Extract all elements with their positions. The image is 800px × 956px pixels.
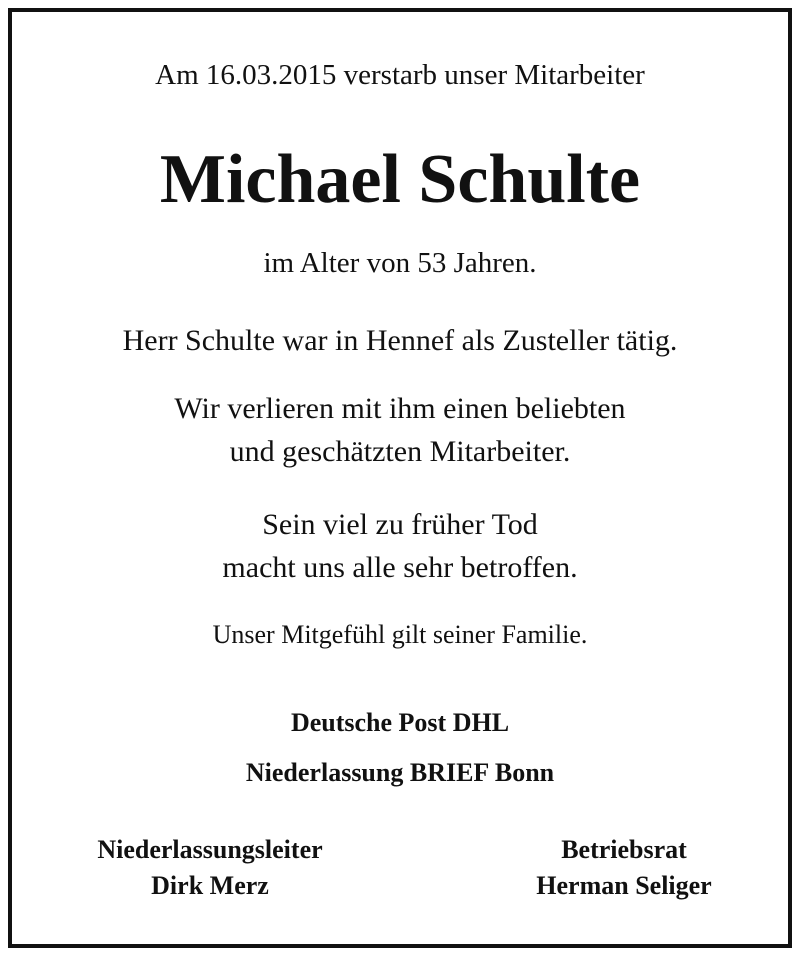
- obituary-frame: [8, 8, 792, 948]
- signature-right-name: Herman Seliger: [536, 871, 712, 900]
- signature-right-role: Betriebsrat: [561, 835, 687, 864]
- age-text: im Alter von 53 Jahren.: [263, 247, 537, 279]
- intro-text: Am 16.03.2015 verstarb unser Mitarbeiter: [155, 59, 645, 91]
- signature-left-role: Niederlassungsleiter: [97, 835, 323, 864]
- branch-name: Niederlassung BRIEF Bonn: [245, 758, 555, 787]
- death-text-line-1: Sein viel zu früher Tod: [262, 508, 538, 541]
- obituary-content: [12, 12, 788, 944]
- signature-right: [474, 832, 774, 904]
- loss-text-line-1: Wir verlieren mit ihm einen beliebten: [174, 392, 626, 425]
- signature-left: [60, 832, 360, 904]
- sympathy-text: Unser Mitgefühl gilt seiner Familie.: [212, 620, 588, 649]
- work-text: Herr Schulte war in Hennef als Zusteller tätig.: [122, 324, 678, 357]
- death-text-line-2: macht uns alle sehr betroffen.: [222, 551, 578, 584]
- deceased-name: Michael Schulte: [159, 141, 641, 218]
- signature-left-name: Dirk Merz: [151, 871, 269, 900]
- company-name: Deutsche Post DHL: [290, 708, 510, 737]
- loss-text-line-2: und geschätzten Mitarbeiter.: [229, 435, 571, 468]
